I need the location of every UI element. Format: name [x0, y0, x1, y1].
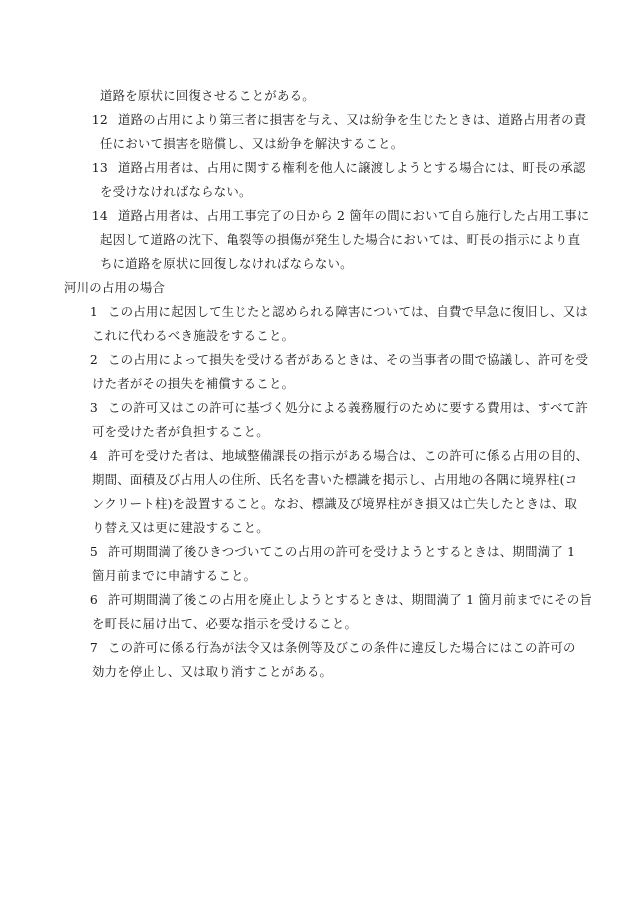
item-text: を町長に届け出て、必要な指示を受けること。: [92, 616, 358, 631]
item-text: ンクリート柱)を設置すること。なお、標識及び境界柱がき損又は亡失したときは、取: [92, 496, 578, 511]
item-number: 7: [89, 640, 98, 655]
list-item-line: [74, 593, 592, 607]
list-item-line: [74, 449, 588, 463]
item-text: 道路占用者は、占用工事完了の日から 2 箇年の間において自ら施行した占用工事に: [118, 208, 590, 223]
item-text: この許可に係る行為が法令又は条例等及びこの条件に違反した場合にはこの許可の: [108, 640, 576, 655]
list-item-line: [84, 209, 590, 223]
item-number: 5: [89, 544, 98, 559]
item-text: を受けなければならない。: [100, 184, 252, 199]
item-text: 許可期間満了後この占用を廃止しようとするときは、期間満了 1 箇月前までにその旨: [108, 592, 593, 607]
item-text: 任において損害を賠償し、又は紛争を解決すること。: [100, 136, 404, 151]
item-text: この占用によって損失を受ける者があるときは、その当事者の間で協議し、許可を受: [108, 352, 589, 367]
item-text: この許可又はこの許可に基づく処分による義務履行のために要する費用は、すべて許: [108, 400, 589, 415]
item-text: 道路占用者は、占用に関する権利を他人に譲渡しようとする場合には、町長の承認: [118, 160, 586, 175]
section-heading: 河川の占用の場合: [64, 280, 166, 295]
item-number: 2: [89, 352, 98, 367]
list-item-line: [74, 353, 588, 367]
item-text: けた者がその損失を補償すること。: [92, 376, 295, 391]
item-text: 許可を受けた者は、地域整備課長の指示がある場合は、この許可に係る占用の目的、: [108, 448, 589, 463]
list-item-line: [74, 401, 588, 415]
list-item-line: [74, 305, 588, 319]
item-text: 道路の占用により第三者に損害を与え、又は紛争を生じたときは、道路占用者の責: [118, 112, 587, 127]
item-text: 箇月前までに申請すること。: [92, 568, 257, 583]
item-text: 効力を停止し、又は取り消すことがある。: [92, 664, 333, 679]
item-text: この占用に起因して生じたと認められる障害については、自費で早急に復旧し、又は: [108, 304, 589, 319]
item-text: 起因して道路の沈下、亀裂等の損傷が発生した場合においては、町長の指示により直: [100, 232, 581, 247]
list-item-line: [74, 641, 576, 655]
item-number: 12: [91, 112, 108, 127]
item-number: 14: [91, 208, 108, 223]
item-number: 1: [89, 304, 98, 319]
item-text: 期間、面積及び占用人の住所、氏名を書いた標識を掲示し、占用地の各隅に境界柱(コ: [92, 472, 578, 487]
item-number: 13: [91, 160, 108, 175]
item-number: 3: [89, 400, 98, 415]
item-number: 4: [89, 448, 98, 463]
item-text: ちに道路を原状に回復しなければならない。: [100, 256, 353, 271]
item-text: これに代わるべき施設をすること。: [92, 328, 295, 343]
list-item-line: [84, 161, 586, 175]
continuation-text: 道路を原状に回復させることがある。: [100, 88, 315, 103]
item-number: 6: [89, 592, 98, 607]
item-text: り替え又は更に建設すること。: [92, 520, 269, 535]
list-item-line: [84, 113, 586, 127]
list-item-line: [74, 545, 575, 559]
item-text: 可を受けた者が負担すること。: [92, 424, 269, 439]
item-text: 許可期間満了後ひきつづいてこの占用の許可を受けようとするときは、期間満了 1: [108, 544, 576, 559]
